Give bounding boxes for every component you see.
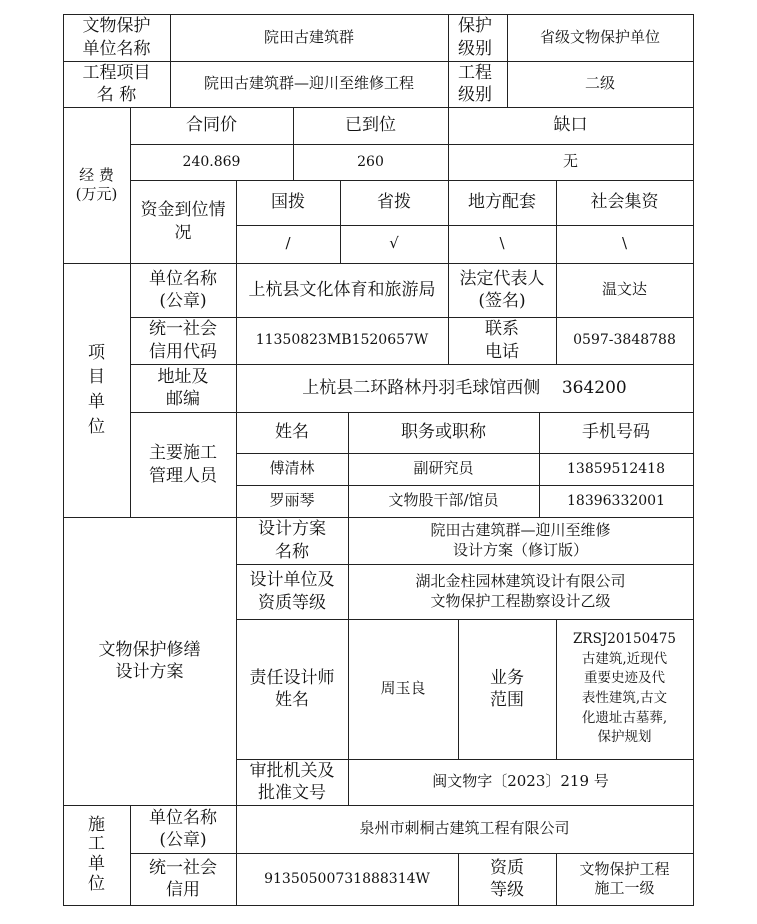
design-unit-value: 湖北金柱园林建筑设计有限公司 文物保护工程勘察设计乙级 bbox=[415, 572, 626, 610]
construction-qual-label: 资质 等级 bbox=[490, 857, 524, 900]
manager-title: 副研究员 bbox=[413, 459, 474, 478]
protect-level-value: 省级文物保护单位 bbox=[539, 27, 660, 46]
design-unit-label: 设计单位及 资质等级 bbox=[249, 570, 335, 613]
owner-unit-name-value: 上杭县文化体育和旅游局 bbox=[248, 279, 436, 300]
protect-unit-value: 院田古建筑群 bbox=[263, 27, 354, 46]
scope-value: ZRSJ20150475 古建筑,近现代 重要史迹及代 表性建筑,古文 化遗址古墓葬, 保护规划 bbox=[573, 631, 676, 746]
legal-rep-value: 温文达 bbox=[601, 280, 647, 299]
scope-label: 业务 范围 bbox=[490, 667, 524, 710]
manager-title: 文物股干部/馆员 bbox=[388, 491, 499, 510]
construction-credit-value: 91350500731888314W bbox=[264, 870, 430, 887]
funds-value-contract: 240.869 bbox=[182, 153, 241, 170]
funds-header-arrived: 已到位 bbox=[345, 115, 396, 136]
owner-credit-label: 统一社会 信用代码 bbox=[149, 319, 217, 362]
designer-label: 责任设计师 姓名 bbox=[249, 667, 335, 710]
funds-header-gap: 缺口 bbox=[553, 115, 588, 136]
managers-header-phone: 手机号码 bbox=[582, 422, 650, 443]
project-level-value: 二级 bbox=[584, 74, 615, 93]
funds-value-arrived: 260 bbox=[357, 153, 384, 170]
managers-label: 主要施工 管理人员 bbox=[149, 443, 217, 486]
arrival-header-national: 国拨 bbox=[271, 192, 305, 213]
funds-arrival-label: 资金到位情 况 bbox=[140, 200, 226, 243]
manager-name: 傅清林 bbox=[269, 459, 315, 478]
arrival-value-national: / bbox=[285, 234, 291, 253]
owner-address-label: 地址及 邮编 bbox=[157, 366, 209, 409]
project-level-label: 工程 级别 bbox=[458, 62, 492, 105]
design-label: 文物保护修缮 设计方案 bbox=[98, 639, 201, 682]
plan-name-value: 院田古建筑群—迎川至维修 设计方案（修订版） bbox=[430, 521, 611, 559]
project-unit-label: 项 目 单 位 bbox=[88, 342, 105, 437]
designer-value: 周玉良 bbox=[380, 679, 426, 698]
owner-credit-value: 11350823MB1520657W bbox=[255, 332, 429, 349]
manager-phone: 18396332001 bbox=[567, 492, 665, 509]
owner-phone-label: 联系 电话 bbox=[485, 319, 519, 362]
owner-address-value: 上杭县二环路林丹羽毛球馆西侧 364200 bbox=[302, 377, 627, 398]
managers-header-title: 职务或职称 bbox=[401, 422, 486, 443]
approval-label: 审批机关及 批准文号 bbox=[249, 760, 335, 803]
managers-header-name: 姓名 bbox=[275, 422, 309, 443]
legal-rep-label: 法定代表人 (签名) bbox=[459, 268, 545, 311]
manager-name: 罗丽琴 bbox=[269, 491, 315, 510]
plan-name-label: 设计方案 名称 bbox=[258, 519, 326, 562]
project-name-value: 院田古建筑群—迎川至维修工程 bbox=[203, 74, 414, 93]
construction-label: 施 工 单 位 bbox=[88, 814, 105, 894]
arrival-header-provincial: 省拨 bbox=[377, 192, 411, 213]
arrival-header-local: 地方配套 bbox=[468, 192, 536, 213]
protect-level-label: 保护 级别 bbox=[458, 16, 492, 59]
approval-value: 闽文物字〔2023〕219 号 bbox=[432, 772, 609, 791]
construction-unit-name-label: 单位名称 (公章) bbox=[149, 807, 217, 850]
owner-phone-value: 0597-3848788 bbox=[573, 332, 676, 349]
construction-qual-value: 文物保护工程 施工一级 bbox=[579, 859, 670, 897]
owner-unit-name-label: 单位名称 (公章) bbox=[149, 268, 217, 311]
funds-label: 经 费 (万元) bbox=[75, 165, 118, 203]
construction-credit-label: 统一社会 信用 bbox=[149, 857, 217, 900]
arrival-value-social: \ bbox=[621, 234, 628, 253]
arrival-value-provincial: √ bbox=[389, 234, 399, 253]
arrival-value-local: \ bbox=[499, 234, 505, 253]
funds-value-gap: 无 bbox=[562, 152, 578, 171]
funds-header-contract: 合同价 bbox=[186, 115, 237, 136]
protect-unit-label: 文物保护 单位名称 bbox=[82, 16, 151, 59]
manager-phone: 13859512418 bbox=[567, 460, 665, 477]
project-name-label: 工程项目 名 称 bbox=[82, 62, 151, 105]
arrival-header-social: 社会集资 bbox=[590, 192, 659, 213]
construction-unit-name-value: 泉州市刺桐古建筑工程有限公司 bbox=[359, 819, 570, 838]
